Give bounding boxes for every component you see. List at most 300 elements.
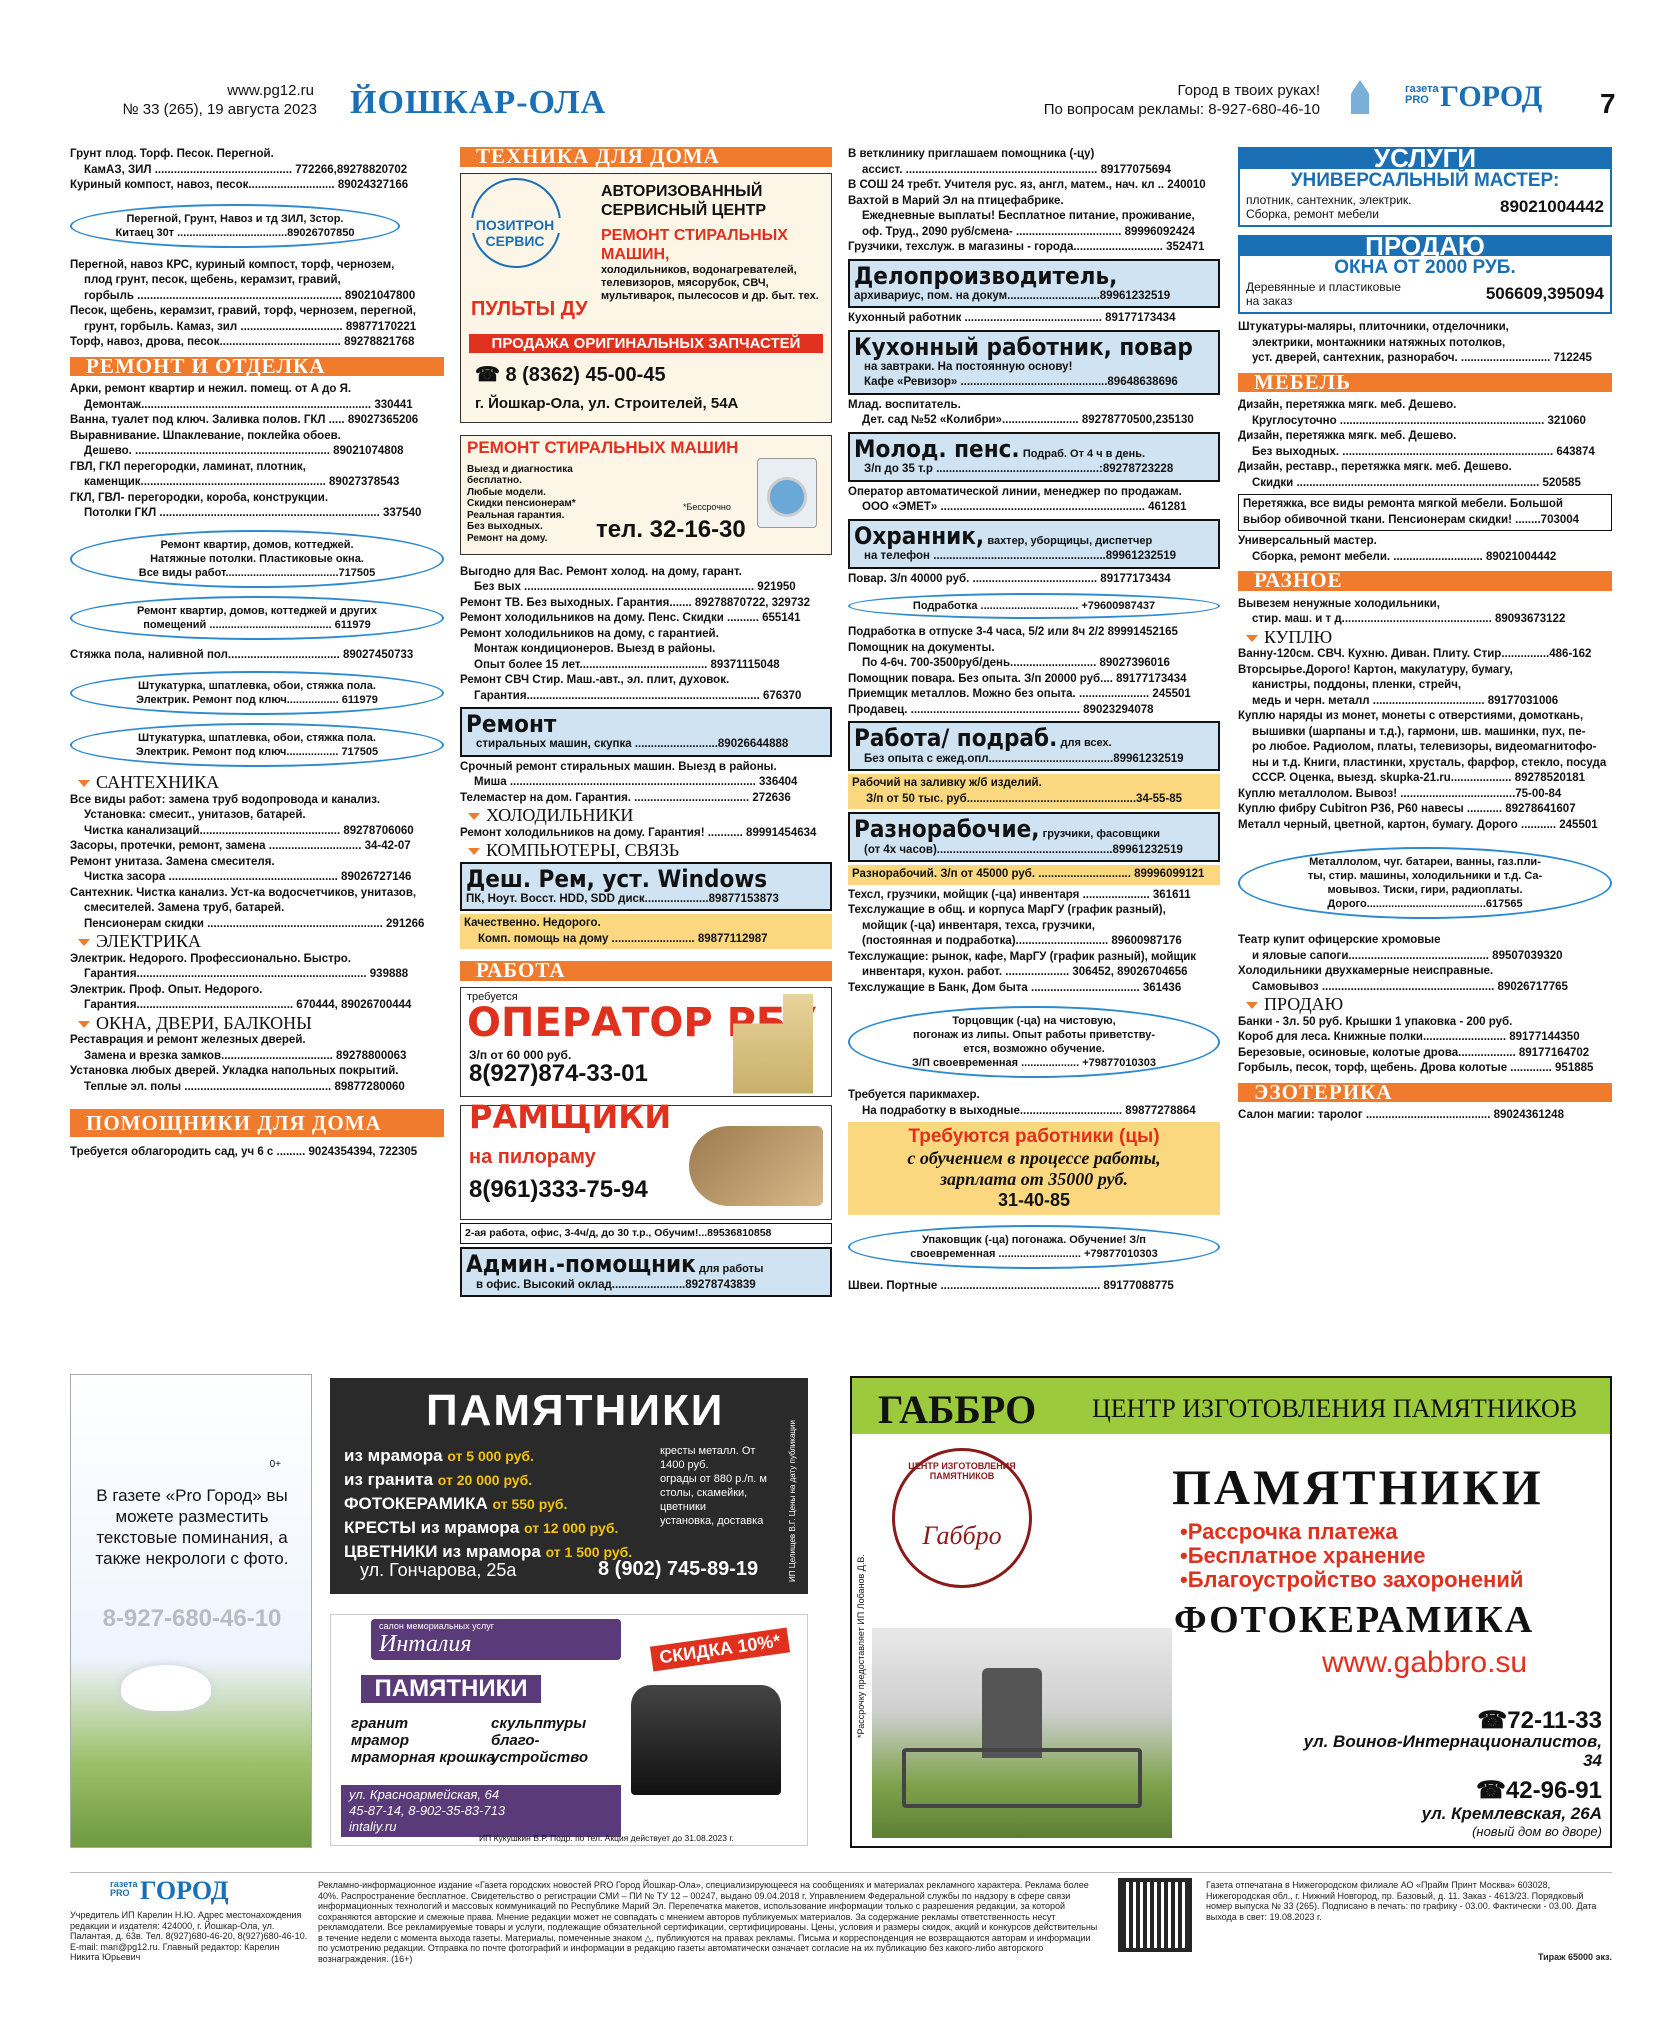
list-item: Подработка в отпуске 3-4 часа, 5/2 или 8ч 2/2 89991452165 <box>848 626 1178 638</box>
pozitron-parts: ПРОДАЖА ОРИГИНАЛЬНЫХ ЗАПЧАСТЕЙ <box>469 334 823 354</box>
footer-tirazh: Тираж 65000 экз. <box>1537 1952 1612 1962</box>
line: Реальная гарантия. <box>467 509 565 521</box>
pam1-title: ПАМЯТНИКИ <box>426 1386 725 1435</box>
gabbro-brand: ГАББРО <box>878 1387 1037 1432</box>
box-title: Кухонный работник, повар <box>854 332 1193 361</box>
section-rabota: РАБОТА <box>460 961 832 981</box>
list-item: Замена и врезка замков................................... 89278800063 <box>84 1049 407 1062</box>
salon-label: салон мемориальных услуг <box>379 1621 495 1631</box>
column-3 <box>848 147 1220 1295</box>
line: выбор обивочной ткани. Пенсионерам скидки! ........703004 <box>1243 513 1580 526</box>
list-item: Ремонт холодильников на дому. Гарантия! ........... 89991454634 <box>460 826 817 839</box>
intaliya-list1 <box>351 1715 495 1766</box>
slogan: Город в твоих руках! <box>1177 82 1320 99</box>
list-item: Дешево. ............................................................. 89021074808 <box>84 445 404 457</box>
rbu-need: требуется <box>467 990 518 1003</box>
box-title: Делопроизводитель, <box>854 261 1118 290</box>
row-label: КРЕСТЫ из мрамора <box>344 1518 520 1537</box>
prodayu-heading: ПРОДАЮ <box>1240 237 1610 257</box>
list-item: Дет. сад №52 «Колибри»........................ 89278770500,235130 <box>862 414 1194 426</box>
ramshiki-ad <box>460 1097 832 1220</box>
list-item: и яловые сапоги............................................ 89507039320 <box>1252 949 1563 962</box>
line: установка, доставка <box>660 1515 764 1527</box>
line: мраморная крошка <box>351 1749 495 1766</box>
list-item: Гарантия........................................................................ 939888 <box>84 968 409 980</box>
oval-line: своевременная ........................... +79877010303 <box>910 1248 1158 1260</box>
oval-line: Штукатурка, шпатлевка, обои, стяжка пола. <box>138 732 376 744</box>
list-item: Банки - 3л. 50 руб. Крышки 1 упаковка - 200 руб. <box>1238 1015 1513 1028</box>
uslugi-title: УНИВЕРСАЛЬНЫЙ МАСТЕР: <box>1290 169 1560 191</box>
box-sub: Без опыта с ежед.опл.......................................89961232519 <box>864 752 1184 765</box>
list-item: грунт, горбыль. Камаз, зил ................................ 89877170221 <box>84 320 417 333</box>
gabbro-site[interactable]: www.gabbro.su <box>1322 1646 1528 1679</box>
oval-line: Китаец 30т ....................................89026707850 <box>115 226 355 239</box>
pam1-right <box>660 1444 780 1528</box>
oval-line: Электрик. Ремонт под ключ................. 717505 <box>135 746 379 758</box>
row-price: от 20 000 руб. <box>437 1472 533 1488</box>
list-item: Куплю металлолом. Вывоз! ....................................75-00-84 <box>1238 787 1562 800</box>
line: Качественно. Недорого. <box>464 917 601 929</box>
line: 31-40-85 <box>997 1190 1071 1210</box>
oval-line: Натяжные потолки. Пластиковые окна. <box>150 552 364 565</box>
item: Благоустройство захоронений <box>1187 1567 1524 1592</box>
ad-oval <box>70 530 444 588</box>
treb-box <box>848 1122 1220 1215</box>
obituary-text: В газете «Pro Город» вы можете разместить текстовые поминания, а также некрологи с фото. <box>95 1486 289 1568</box>
stiral-phone[interactable]: тел. 32-16-30 <box>596 515 746 543</box>
list-item: Дизайн, перетяжка мягк. меб. Дешево. <box>1238 399 1457 411</box>
list-item: уст. дверей, сантехник, разнорабоч. ............................ 712245 <box>1252 352 1592 364</box>
oval-line: ется, возможно обучение. <box>963 1043 1105 1055</box>
stiral-ad <box>460 435 832 555</box>
list-item: инвентаря, кухон. работ. .................... 306452, 89026704656 <box>862 966 1188 978</box>
pozitron-remotes: ПУЛЬТЫ ДУ <box>471 297 588 320</box>
list-item: оф. Труд., 2090 руб/смена- ................................. 89996092424 <box>862 225 1195 238</box>
issue-date: № 33 (265), 19 августа 2023 <box>122 101 317 118</box>
line: с обучением в процессе работы, <box>907 1148 1161 1168</box>
oval-line: Торцовщик (-ца) на чистовую, <box>952 1015 1116 1027</box>
list-item: Выравнивание. Шпаклевание, поклейка обоев. <box>70 429 341 442</box>
logo-line: ПОЗИТРОН <box>465 218 565 233</box>
rabota2: 2-ая работа, офис, 3-4ч/д, до 30 т.р., Обучим!...89536810858 <box>460 1223 832 1245</box>
monument-icon <box>631 1685 781 1795</box>
list-item: Дизайн, реставр., перетяжка мягк. меб. Дешево. <box>1238 461 1512 473</box>
list-item: Ремонт холодильников на дому. Пенс. Скидки .......... 655141 <box>460 612 801 624</box>
kach-box <box>460 914 832 949</box>
raznor2-box <box>848 865 1220 885</box>
ad-oval <box>848 593 1220 619</box>
list-item: горбыль ................................................................ 89021047800 <box>84 289 416 302</box>
line: зарплата от 35000 руб. <box>939 1169 1128 1189</box>
sawmill-icon <box>689 1126 823 1206</box>
list-item: Штукатуры-маляры, плиточники, отделочники, <box>1238 321 1509 333</box>
pozitron-title: АВТОРИЗОВАННЫЙ СЕРВИСНЫЙ ЦЕНТР <box>601 182 767 219</box>
line: гранит <box>351 1715 409 1732</box>
line: Перетяжка, все виды ремонта мягкой мебели. Большой <box>1243 498 1563 510</box>
intaliya-header <box>371 1619 621 1660</box>
list-item: Швеи. Портные .................................................. 89177088775 <box>848 1280 1174 1292</box>
list-item: Техслужащие в Банк, Дом быта .................................. 361436 <box>848 981 1182 994</box>
box-sub: в офис. Высокий оклад.......................89278743839 <box>476 1278 756 1291</box>
gabbro-foto: ФОТОКЕРАМИКА <box>1174 1599 1535 1641</box>
line: Любые модели. <box>467 486 546 498</box>
city-logo-icon <box>1345 80 1375 114</box>
gabbro-sub: ЦЕНТР ИЗГОТОВЛЕНИЯ ПАМЯТНИКОВ <box>1092 1394 1578 1423</box>
site-url[interactable]: www.pg12.ru <box>227 82 314 99</box>
list-item: Горбыль, песок, торф, щебень. Дрова колотые ............. 951885 <box>1238 1062 1594 1074</box>
list-item: Техслужащие в общ. и корпуса МарГУ (график разный), <box>848 904 1166 916</box>
pam1-address: ул. Гончарова, 25а <box>360 1560 517 1580</box>
oval-line: погонаж из липы. Опыт работы приветству- <box>912 1029 1155 1041</box>
ad-oval <box>848 1006 1220 1078</box>
box-title: Охранник, <box>854 521 985 550</box>
subsection-holod: ХОЛОДИЛЬНИКИ <box>468 808 832 824</box>
city-title: ЙОШКАР-ОЛА <box>350 84 607 121</box>
list-item: Березовые, осиновые, колотые дрова.................. 89177164702 <box>1238 1046 1590 1059</box>
list-item: Без выходных. .................................................................. 643874 <box>1252 445 1595 458</box>
list-item: ООО «ЭМЕТ» ................................................................ 461281 <box>862 501 1187 513</box>
oval-line: З/П своевременная ................... +79877010303 <box>912 1057 1156 1069</box>
list-item: Опыт более 15 лет........................................ 89371115048 <box>474 658 780 671</box>
list-item: Кухонный работник ........................................... 89177173434 <box>848 312 1176 324</box>
list-item: Сантехник. Чистка канализ. Уст-ка водосчетчиков, унитазов, <box>70 886 417 899</box>
list-item: Приемщик металлов. Можно без опыта. ...................... 245501 <box>848 688 1191 700</box>
line: столы, скамейки, цветники <box>660 1487 748 1513</box>
list-item: Ремонт ТВ. Без выходных. Гарантия....... 89278870722, 329732 <box>460 596 811 609</box>
list-item: Электрик. Недорого. Профессионально. Быстро. <box>70 952 351 965</box>
line: Ремонт на дому. <box>467 532 548 544</box>
list-item: ны и т.д. Книги, пластинки, хрусталь, фарфор, стекло, посуда <box>1252 756 1607 769</box>
list-item: Дизайн, перетяжка мягк. меб. Дешево. <box>1238 430 1457 442</box>
box-title2: для всех. <box>1060 737 1112 749</box>
gabbro-phone-2[interactable]: ☎42-96-91 <box>1476 1777 1602 1804</box>
list-item: Гарантия................................................. 670444, 89026700444 <box>84 999 412 1011</box>
footer-print: Газета отпечатана в Нижегородском филиале АО «Прайм Принт Москва» 603028, Нижегородская обл., г. Нижний Новгород, пр. Базовый, д. 11. Заказ - 4613/23. Порядковый номер выпуска № 33 (265). Подписано в печать: по графику - 03.00. Фактически - 03.00. Дата выхода в свет: 19.08.2023 г. <box>1206 1880 1597 1922</box>
prodayu-title: ОКНА ОТ 2000 РУБ. <box>1334 257 1516 278</box>
list-item: ассист. ............................................................ 89177075694 <box>862 163 1171 176</box>
list-item: Продавец. ..................................................... 89023294078 <box>848 703 1154 716</box>
windows-box <box>460 862 832 912</box>
list-item: Электрик. Проф. Опыт. Недорого. <box>70 983 263 996</box>
list-item: КамАЗ, ЗИЛ ........................................... 772266,89278820702 <box>84 163 408 176</box>
footer-publisher: Учредитель ИП Карелин Н.Ю. Адрес местонахождения редакции и издателя: 424000, г. Йошкар-Ола, ул. Палантая, д. 63в. Тел. 8(927)680-46-20, 8(927)680-46-10. E-mail: mari@pg12.ru. Главный редактор: Карелин Никита Юрьевич <box>70 1910 308 1962</box>
list-item: СССР. Оценка, выезд. skupka-21.ru................... 89278520181 <box>1252 772 1586 784</box>
list-item: Техсл, грузчики, мойщик (-ца) инвентаря ..................... 361611 <box>848 888 1191 901</box>
list-item: Вывезем ненужные холодильники, <box>1238 597 1440 610</box>
stiral-note: *Бессрочно <box>683 501 731 512</box>
intaliya-list2 <box>491 1715 601 1766</box>
list-item: Вторсырье.Дорого! Картон, макулатуру, бумагу, <box>1238 663 1513 676</box>
pozitron-list: холодильников, водонагревателей, телевизоров, мясорубок, СВЧ, мультиварок, пылесосов и др. быт. тех. <box>601 263 819 302</box>
list-item: Арки, ремонт квартир и нежил. помещ. от А до Я. <box>70 383 352 395</box>
ohran-box <box>848 519 1220 569</box>
list-item: Куплю фибру Cubitron P36, P60 навесы ........... 89278641607 <box>1238 803 1576 815</box>
logo-ring: ЦЕНТР ИЗГОТОВЛЕНИЯ ПАМЯТНИКОВ <box>908 1461 1016 1481</box>
uslugi-box <box>1238 143 1612 227</box>
gabbro-title: ПАМЯТНИКИ <box>1172 1459 1544 1515</box>
row-label: из мрамора <box>344 1446 443 1465</box>
kuh-box <box>848 330 1220 395</box>
ad-oval <box>848 1225 1220 1269</box>
pozitron-phone[interactable]: ☎ 8 (8362) 45-00-45 <box>475 363 666 386</box>
list-item: Перегной, навоз КРС, куриный компост, торф, чернозем, <box>70 258 395 271</box>
list-item: Срочный ремонт стиральных машин. Выезд в районы. <box>460 760 777 773</box>
gabbro-logo <box>892 1448 1032 1588</box>
ad-oval <box>70 204 400 248</box>
rbu-phone[interactable]: 8(927)874-33-01 <box>469 1059 648 1087</box>
zaliv-box <box>848 774 1220 809</box>
ad-left-obituary <box>70 1374 312 1848</box>
ads-phone: По вопросам рекламы: 8-927-680-46-10 <box>1043 101 1320 118</box>
row-price: от 1 500 руб. <box>545 1544 633 1560</box>
item: Рассрочка платежа <box>1187 1519 1398 1544</box>
box-sub: ПК, Ноут. Восст. HDD, SDD диск....................89877153873 <box>466 892 779 905</box>
mebel-box <box>1238 494 1612 531</box>
line[interactable]: intaliy.ru <box>349 1819 397 1834</box>
line: Разнорабочий. З/п от 45000 руб. ............................. 89996099121 <box>852 868 1205 880</box>
list-item: Помощник на документы. <box>848 641 995 654</box>
list-item: ГКЛ, ГВЛ- перегородки, короба, конструкции. <box>70 491 329 504</box>
list-item: Оператор автоматической линии, менеджер по продажам. <box>848 485 1182 498</box>
uslugi-heading: УСЛУГИ <box>1240 149 1610 169</box>
list-item: Грунт плод. Торф. Песок. Перегной. <box>70 148 274 160</box>
box-title: Разнорабочие, <box>854 815 1040 843</box>
list-item: Миша ............................................................................. 336404 <box>474 776 798 788</box>
ramshiki-title: РАМЩИКИ <box>469 1097 672 1136</box>
brand: Инталия <box>379 1631 472 1657</box>
prodayu-phone[interactable]: 506609,395094 <box>1485 284 1604 304</box>
rbu-ad <box>460 987 832 1097</box>
list-item: Теплые эл. полы .............................................. 89877280060 <box>84 1080 405 1093</box>
list-item: Короб для леса. Книжные полки.......................... 89177144350 <box>1238 1031 1580 1043</box>
list-item: Торф, навоз, дрова, песок...................................... 89278821768 <box>70 336 415 348</box>
sale-badge: СКИДКА 10%* <box>650 1628 790 1672</box>
logo-small: газета PRO <box>1405 83 1439 106</box>
qr-code-icon[interactable] <box>1118 1878 1192 1952</box>
list-item: Стяжка пола, наливной пол................................... 89027450733 <box>70 648 414 661</box>
pozitron-address: г. Йошкар-Ола, ул. Строителей, 54А <box>475 394 739 412</box>
list-item: Установка любых дверей. Укладка напольных покрытий. <box>70 1065 399 1077</box>
page-number: 7 <box>1600 88 1616 119</box>
list-item: Требуется парикмахер. <box>848 1089 980 1101</box>
box-title: Работа/ подраб. <box>854 724 1058 752</box>
pozitron-ad <box>460 173 832 423</box>
intaliya-contacts <box>341 1785 621 1837</box>
list-item: смесителей. Замена труб, батарей. <box>84 902 285 914</box>
box-title: Молод. пенс. <box>854 434 1020 463</box>
list-item: вышивки (шарпаны и т.д.), гармони, шв. машинки, пух, пе- <box>1252 725 1586 738</box>
column-2 <box>460 144 832 1300</box>
ad-pamyatniki-1 <box>330 1378 808 1594</box>
section-raznoe: РАЗНОЕ <box>1238 571 1612 591</box>
list-item: Демонтаж........................................................................ 330441 <box>84 398 413 411</box>
section-tehnika: ТЕХНИКА ДЛЯ ДОМА <box>460 147 832 167</box>
gabbro-address-note: (новый дом во дворе) <box>1472 1824 1602 1839</box>
list-item: Грузчики, техслуж. в магазины - города............................ 352471 <box>848 241 1205 253</box>
list-item: Ремонт холодильников на дому, с гарантией. <box>460 627 719 640</box>
line: благо-устройство <box>491 1732 589 1766</box>
list-item: Требуется облагородить сад, уч 6 с ......... 9024354394, 722305 <box>70 1146 418 1158</box>
remont-box <box>460 707 832 757</box>
age-badge: 0+ <box>269 1459 281 1470</box>
ad-oval <box>70 671 444 715</box>
line: ул. Красноармейская, 64 <box>349 1787 500 1802</box>
footer-logo-small: газета PRO <box>110 1879 138 1898</box>
list-item: Песок, щебень, керамзит, гравий, торф, чернозем, перегной, <box>70 305 416 317</box>
list-item: Монтаж кондиционеров. Выезд в районы. <box>474 643 716 655</box>
line[interactable]: 45-87-14, 8-902-35-83-713 <box>349 1803 506 1818</box>
gabbro-address-1: ул. Воинов-Интернационалистов, 34 <box>1303 1732 1602 1770</box>
list-item: Ремонт СВЧ Стир. Маш.-авт., эл. плит, духовок. <box>460 674 730 686</box>
list-item: В СОШ 24 требт. Учителя рус. яз, англ, матем., нач. кл .. 240010 <box>848 179 1206 191</box>
list-item: медь и черн. металл ................................... 89177031006 <box>1252 694 1559 707</box>
pam1-ip: ИП Целищев В.Г. Цены на дату публикации <box>788 1420 797 1582</box>
gabbro-phone-1[interactable]: ☎72-11-33 <box>1477 1707 1602 1734</box>
list-item: Без вых ........................................................................ 921950 <box>474 581 796 593</box>
oval-line: Штукатурка, шпатлевка, обои, стяжка пола. <box>138 680 376 692</box>
line: З/п от 50 тыс. руб.....................................................34-55-85 <box>866 792 1183 805</box>
box-sub: на завтраки. На постоянную основу! <box>864 360 1073 373</box>
list-item: электрики, монтажники натяжных потолков, <box>1252 336 1506 349</box>
obituary-phone[interactable]: 8-927-680-46-10 <box>102 1605 282 1632</box>
ad-oval <box>1238 847 1612 919</box>
admin-box <box>460 1247 832 1297</box>
subsection-prodayu: ПРОДАЮ <box>1246 997 1612 1013</box>
subsection-kuplyu: КУПЛЮ <box>1246 630 1612 646</box>
row-price: от 550 руб. <box>492 1496 568 1512</box>
line: плотник, сантехник, электрик. <box>1246 192 1412 207</box>
ad-gabbro <box>850 1376 1612 1848</box>
list-item: мойщик (-ца) инвентаря, техса, грузчики, <box>862 919 1095 932</box>
list-item: Млад. воспитатель. <box>848 398 961 411</box>
pam1-rows <box>344 1444 632 1564</box>
list-item: В ветклинику приглашаем помощника (-цу) <box>848 148 1095 160</box>
molod-box <box>848 432 1220 482</box>
section-ezot: ЭЗОТЕРИКА <box>1238 1083 1612 1103</box>
section-remont: РЕМОНТ И ОТДЕЛКА <box>70 357 444 377</box>
line: Деревянные и пластиковые <box>1246 280 1401 294</box>
subsection-komp: КОМПЬЮТЕРЫ, СВЯЗЬ <box>468 843 832 859</box>
box-sub: З/п до 35 т.р ...................................................:89278723228 <box>864 463 1174 475</box>
ramshiki-phone[interactable]: 8(961)333-75-94 <box>469 1175 648 1203</box>
section-mebel: МЕБЕЛЬ <box>1238 373 1612 393</box>
intaliya-title: ПАМЯТНИКИ <box>361 1675 541 1703</box>
section-pomosh: ПОМОЩНИКИ ДЛЯ ДОМА <box>70 1109 444 1137</box>
list-item: стир. маш. и т д............................................... 89093673122 <box>1252 613 1566 625</box>
list-item: Театр купит офицерские хромовые <box>1238 934 1441 946</box>
line: скульптуры <box>491 1715 587 1732</box>
item: Бесплатное хранение <box>1187 1543 1426 1568</box>
line: кресты металл. От 1400 руб. <box>660 1445 756 1471</box>
list-item: Куриный компост, навоз, песок........................... 89024327166 <box>70 179 409 191</box>
line: ограды от 880 р./п. м <box>660 1473 767 1485</box>
list-item: Самовывоз ...................................................... 89026717765 <box>1252 980 1568 993</box>
box-title: Деш. Рем, уст. Windows <box>466 864 768 893</box>
line: Скидки пенсионерам* <box>467 498 576 509</box>
row-price: от 12 000 руб. <box>524 1520 619 1536</box>
ad-intaliya <box>330 1614 808 1846</box>
row-label: ФОТОКЕРАМИКА <box>344 1494 488 1513</box>
box-title: Админ.-помощник <box>466 1250 696 1278</box>
pam1-phone[interactable]: 8 (902) 745-89-19 <box>598 1558 759 1580</box>
list-item: Реставрация и ремонт железных дверей. <box>70 1034 306 1046</box>
list-item: Повар. З/п 40000 руб. ....................................... 89177173434 <box>848 572 1171 585</box>
list-item: ро любое. Радиолом, платы, телевизоры, видеомагнитофо- <box>1252 741 1597 753</box>
list-item: (постоянная и подработка)............................. 89600987176 <box>862 935 1182 947</box>
list-item: Пенсионерам скидки ....................................................... 291266 <box>84 917 425 930</box>
list-item: плод грунт, песок, щебень, керамзит, гравий, <box>84 274 341 286</box>
oval-line: ты, стир. машины, холодильники и т.д. Са- <box>1307 870 1543 882</box>
rbu-title: ОПЕРАТОР РБУ <box>467 999 818 1046</box>
list-item: Потолки ГКЛ ..................................................................... 337540 <box>84 507 422 519</box>
stiral-title: РЕМОНТ СТИРАЛЬНЫХ МАШИН <box>467 437 739 457</box>
list-item: Холодильники двухкамерные неисправные. <box>1238 965 1494 977</box>
line: Выезд и диагностика бесплатно. <box>467 463 573 486</box>
list-item: Чистка засора ..................................................... 89026727146 <box>84 871 412 883</box>
list-item: Техслужащие: рынок, кафе, МарГУ (график разный), мойщик <box>848 950 1197 963</box>
oval-line: Ремонт квартир, домов, коттеджей и других <box>137 604 377 617</box>
oval-line: Упаковщик (-ца) погонажа. Обучение! З/п <box>922 1234 1146 1246</box>
line: Рабочий на заливку ж/б изделий. <box>852 777 1042 789</box>
box-sub: архивариус, пом. на докум.............................89961232519 <box>854 289 1171 302</box>
oval-line: мовывоз. Тиски, гири, радиоплаты. <box>1327 884 1523 896</box>
list-item: Установка: смесит., унитазов, батарей. <box>84 809 306 821</box>
box-sub: (от 4х часов).......................................................89961232519 <box>864 843 1183 856</box>
ramshiki-sub: на пилораму <box>469 1145 596 1168</box>
subsection-okna: ОКНА, ДВЕРИ, БАЛКОНЫ <box>78 1016 444 1032</box>
list-item: Выгодно для Вас. Ремонт холод. на дому, гарант. <box>460 565 742 578</box>
uslugi-phone[interactable]: 89021004442 <box>1499 196 1604 216</box>
list-item: Ежедневные выплаты! Бесплатное питание, проживание, <box>862 210 1195 222</box>
list-item: Металл черный, цветной, картон, бумагу. Дорого ........... 245501 <box>1238 818 1598 831</box>
list-item: Помощник повара. Без опыта. З/п 20000 руб.... 89177173434 <box>848 672 1187 685</box>
rabpodrab-box <box>848 721 1220 771</box>
list-item: Все виды работ: замена труб водопровода и канализ. <box>70 793 381 806</box>
box-sub: стиральных машин, скупка ..........................89026644888 <box>476 738 789 750</box>
column-4 <box>1238 143 1612 1124</box>
list-item: Круглосуточно ................................................................ 321060 <box>1252 414 1586 427</box>
gabbro-side-note: *Рассрочку предоставляет ИП Лобанов Д.В. <box>856 1554 866 1738</box>
list-item: Универсальный мастер. <box>1238 535 1377 547</box>
box-title2: для работы <box>699 1263 764 1275</box>
delo-box <box>848 259 1220 309</box>
logo-line: СЕРВИС <box>485 232 545 249</box>
list-item: канистры, поддоны, пленки, стрейч, <box>1252 679 1462 691</box>
oval-line: Ремонт квартир, домов, коттеджей. <box>160 538 354 551</box>
logo-big: ГОРОД <box>1440 80 1543 113</box>
line: Без выходных. <box>467 521 543 532</box>
oval-line: Металлолом, чуг. батареи, ванны, газ.пли- <box>1309 856 1541 868</box>
list-item: Ванна, туалет под ключ. Заливка полов. ГКЛ ..... 89027365206 <box>70 414 419 426</box>
list-item: каменщик.......................................................... 89027378543 <box>84 476 400 488</box>
oval-line: помещений ........................................ 611979 <box>143 618 371 631</box>
row-label: ЦВЕТНИКИ из мрамора <box>344 1542 541 1561</box>
footer-logo-big: ГОРОД <box>140 1876 229 1905</box>
box-sub: Кафе «Ревизор» ..............................................89648638696 <box>864 376 1178 388</box>
line: мрамор <box>351 1732 410 1749</box>
list-item: Вахтой в Марий Эл на птицефабрике. <box>848 194 1064 207</box>
line: Комп. помощь на дому .......................... 89877112987 <box>478 932 768 945</box>
list-item: Ванну-120см. СВЧ. Кухню. Диван. Плиту. Стир...............486-162 <box>1238 648 1592 660</box>
oval-line: Дорого.......................................617565 <box>1327 898 1523 910</box>
list-item: Скидки ............................................................................ 520585 <box>1252 476 1581 489</box>
dove-icon <box>121 1665 211 1711</box>
logo-script: Габбро <box>922 1521 1002 1550</box>
list-item: Гарантия......................................................................... 676370 <box>474 689 802 702</box>
cemetery-illustration <box>872 1628 1172 1838</box>
list-item: ГВЛ, ГКЛ перегородки, ламинат, плотник, <box>70 460 306 473</box>
ad-oval <box>70 723 444 767</box>
